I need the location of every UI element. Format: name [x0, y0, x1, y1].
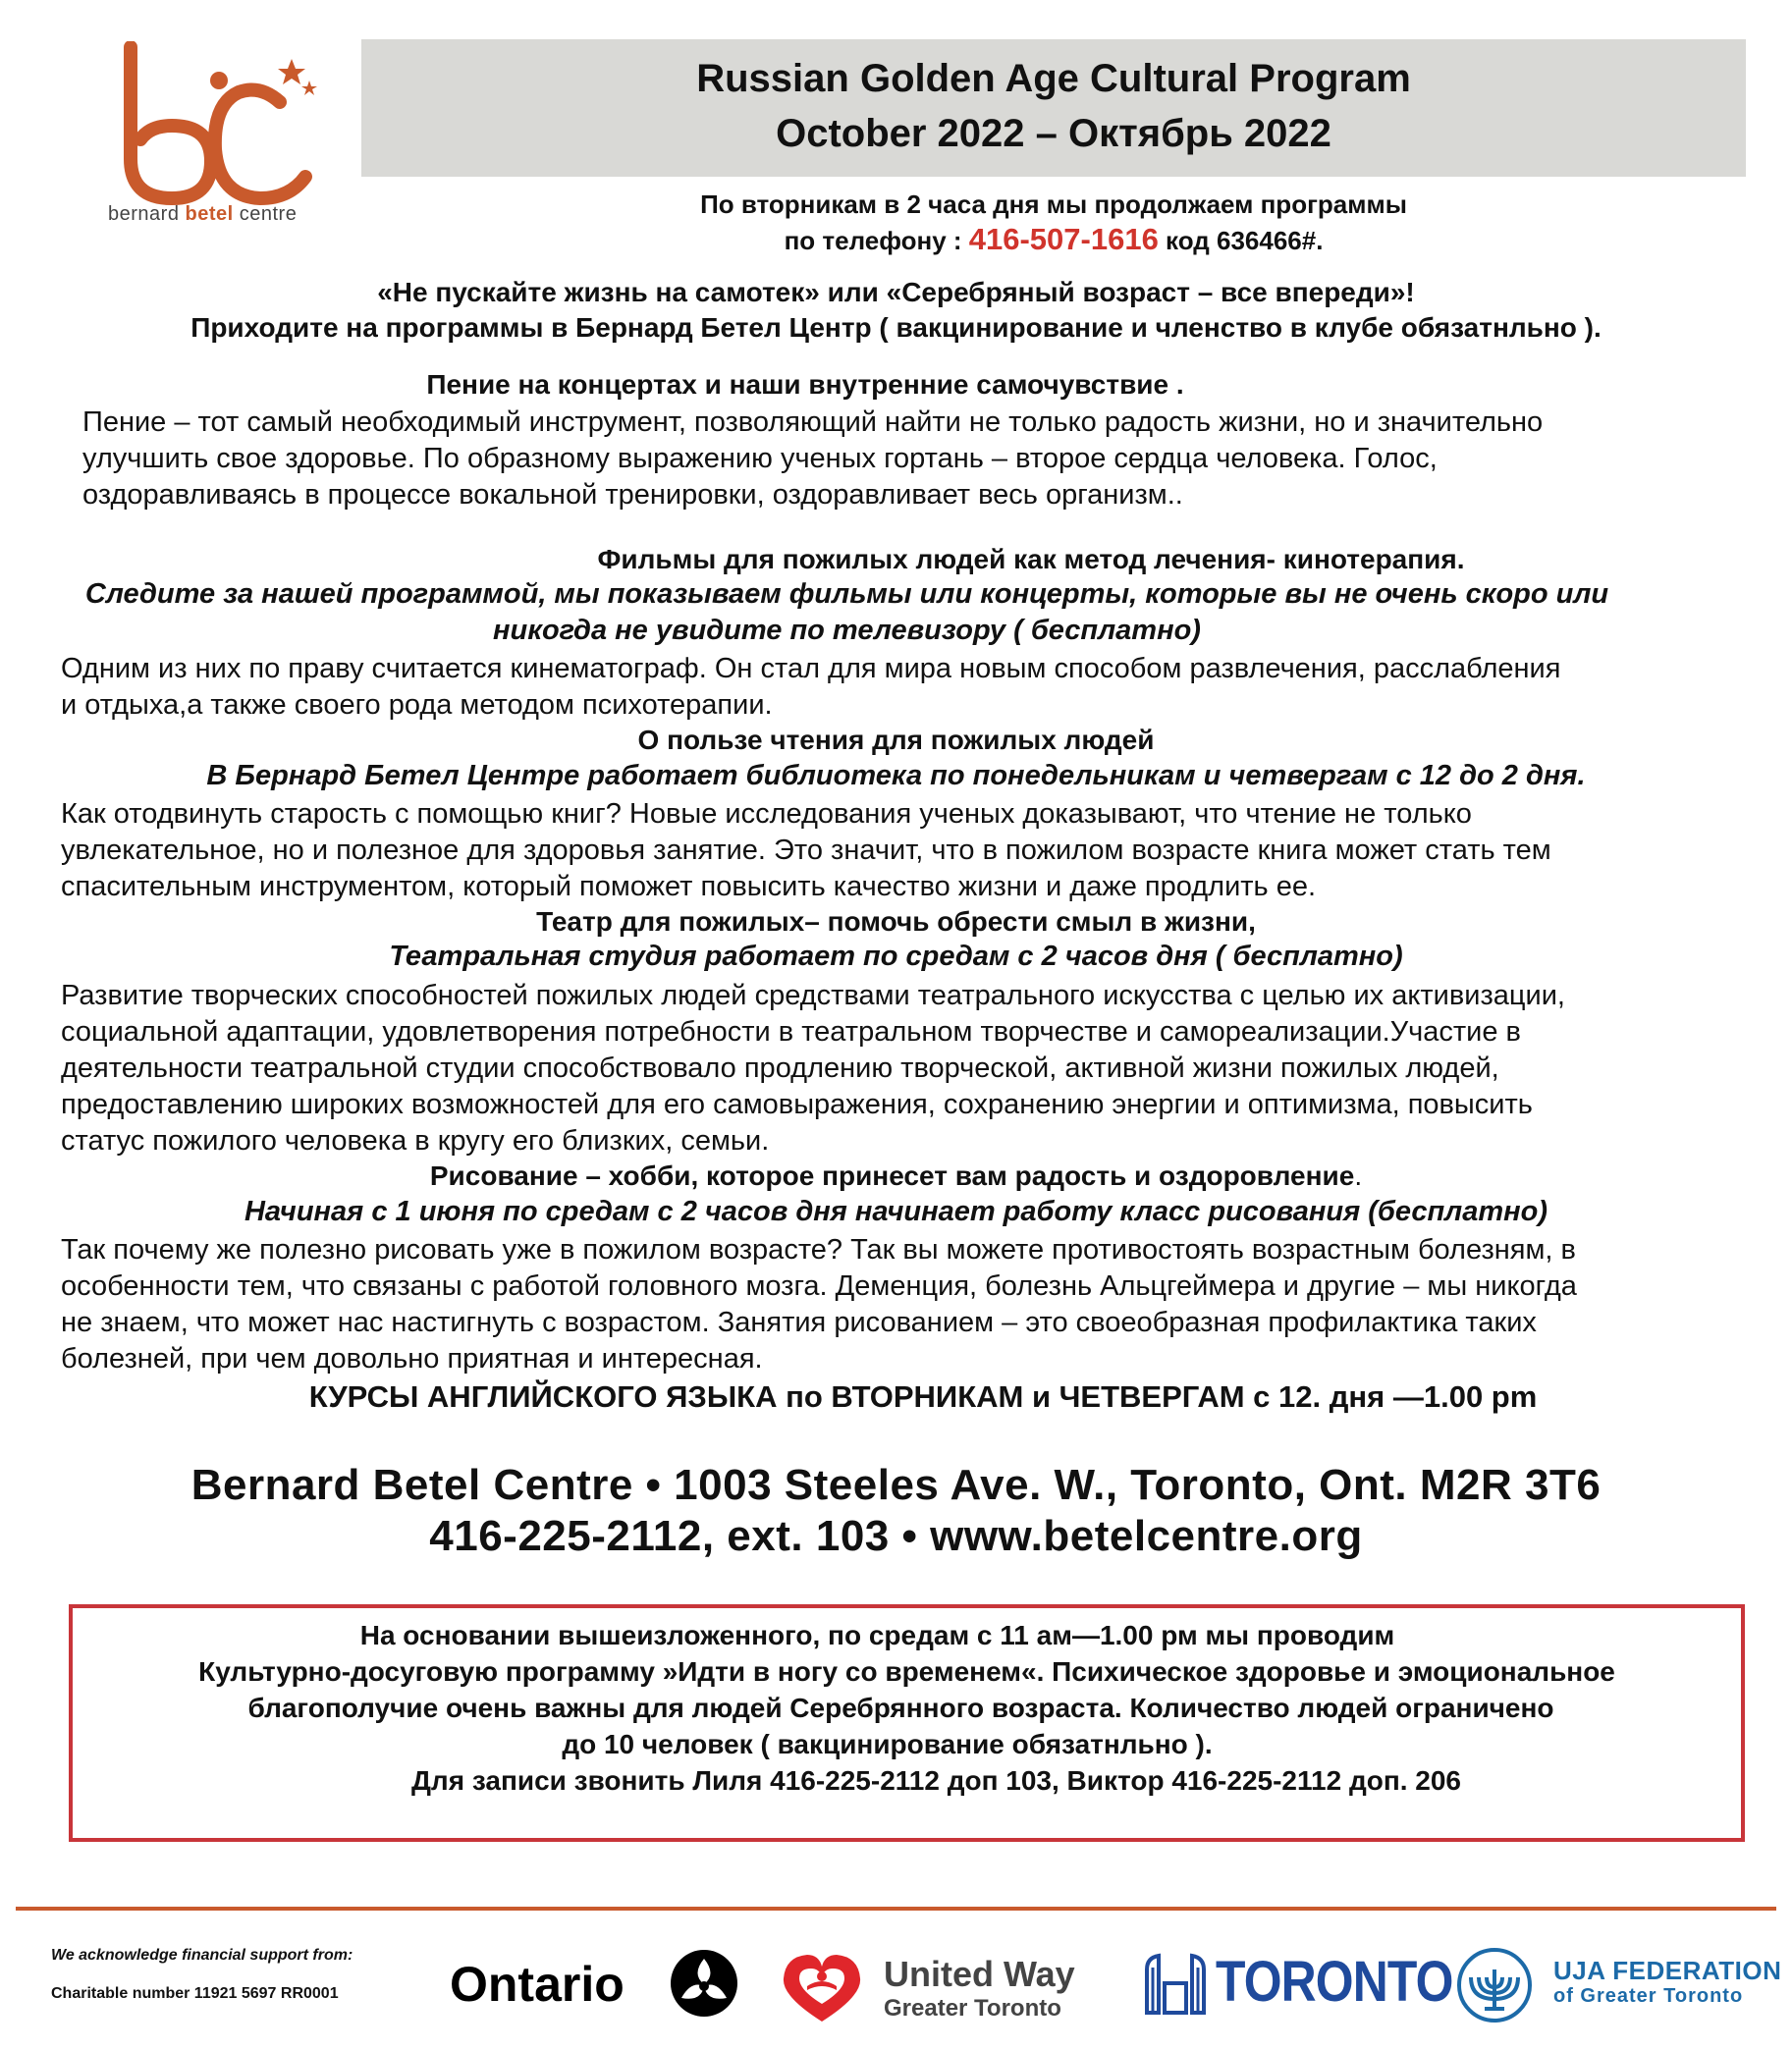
drawing-heading [0, 1160, 1792, 1192]
address-line-2: 416-225-2112, ext. 103 • www.betelcentre.org [429, 1512, 1363, 1560]
reading-italic-line: В Бернард Бетел Центре работает библиотека по понедельникам и четвергам с 12 до 2 дня. [206, 760, 1586, 791]
drawing-line: особенности тем, что связаны с работой головного мозга. Деменция, болезнь Альцгеймера и другие – мы никогда [61, 1270, 1577, 1302]
notice-line: благополучие очень важны для людей Серебрянного возраста. Количество людей ограничено [247, 1693, 1554, 1723]
drawing-italic-line: Начиная с 1 июня по средам с 2 часов дня начинает работу класс рисования (бесплатно) [244, 1196, 1548, 1227]
singing-body [82, 405, 1543, 513]
toronto-city-hall-icon [1141, 1948, 1210, 2017]
films-italic-line-2: никогда не увидите по телевизору ( бесплатно) [493, 615, 1201, 646]
theatre-heading: Театр для пожилых– помочь обрести смыл в жизни, [536, 906, 1256, 937]
singing-line: Пение – тот самый необходимый инструмент, позволяющий найти не только радость жизни, но и значительно [82, 406, 1544, 438]
notice-line: На основании вышеизложенного, по средам с 11 ам—1.00 рм мы проводим [359, 1620, 1395, 1650]
united-way-region: Greater Toronto [884, 1995, 1061, 2022]
drawing-heading-dot: . [1354, 1160, 1363, 1191]
phone-number: 416-507-1616 [968, 222, 1159, 256]
drawing-line: Так почему же полезно рисовать уже в пожилом возрасте? Так вы можете противостоять возрастным болезням, в [61, 1234, 1576, 1266]
theatre-italic-line: Театральная студия работает по средам с 2 часов дня ( бесплатно) [389, 941, 1403, 972]
drawing-line: болезней, при чем довольно приятная и интересная. [61, 1343, 763, 1375]
english-courses: КУРСЫ АНГЛИЙСКОГО ЯЗЫКА по ВТОРНИКАМ и ЧЕТВЕРГАМ с 12. дня —1.00 pm [308, 1379, 1538, 1414]
films-body [61, 651, 1560, 724]
logo-word-centre: centre [239, 203, 298, 225]
phone-intro-line-2 [361, 222, 1746, 257]
uja-region: of Greater Toronto [1553, 1985, 1744, 2007]
singing-heading: Пение на концертах и наши внутренние самочувствие . [426, 369, 1184, 400]
slogan-line-2: Приходите на программы в Бернард Бетел Центр ( вакцинирование и членство в клубе обязатнльно ). [190, 312, 1602, 343]
address-line-1: Bernard Betel Centre • 1003 Steeles Ave. W., Toronto, Ont. M2R 3T6 [190, 1461, 1602, 1509]
singing-line: оздоравливаясь в процессе вокальной тренировки, оздоравливает весь организм.. [82, 479, 1183, 511]
toronto-logo-text: TORONTO [1216, 1950, 1453, 2014]
reading-line: Как отодвинуть старость с помощью книг? Новые исследования ученых доказывают, что чтение не только [61, 798, 1472, 830]
reading-line: спасительным инструментом, который поможет повысить качество жизни и даже продлить ее. [61, 871, 1317, 902]
uja-menorah-icon [1457, 1948, 1532, 2023]
united-way-icon [778, 1947, 866, 2025]
theatre-line: Развитие творческих способностей пожилых людей средствами театрального искусства с целью их активизации, [61, 980, 1565, 1011]
acknowledgement-text: We acknowledge financial support from: [51, 1947, 353, 1964]
ontario-trillium-icon [670, 1949, 738, 2018]
reading-body [61, 796, 1551, 905]
notice-line: Для записи звонить Лиля 416-225-2112 доп 103, Виктор 416-225-2112 доп. 206 [410, 1765, 1462, 1796]
drawing-line: не знаем, что может нас настигнуть с возрастом. Занятия рисованием – это своеобразная профилактика таких [61, 1307, 1537, 1338]
theatre-line: предоставлению широких возможностей для его самовыражения, сохранению энергии и оптимизма, повысить [61, 1089, 1533, 1120]
bernard-betel-centre-logo [103, 41, 329, 228]
title-line-2: October 2022 – Октябрь 2022 [776, 112, 1331, 155]
logo-word-betel: betel [185, 203, 234, 225]
slogan-line-1: «Не пускайте жизнь на самотек» или «Серебряный возраст – все впереди»! [377, 277, 1415, 307]
footer-divider [16, 1907, 1776, 1911]
united-way-name: United Way [884, 1954, 1075, 1994]
theatre-body [61, 978, 1565, 1160]
ontario-logo-text: Ontario [450, 1957, 624, 2012]
logo-word-bernard: bernard [108, 203, 180, 225]
drawing-heading-text: Рисование – хобби, которое принесет вам радость и оздоровление [429, 1160, 1355, 1191]
notice-text [69, 1617, 1745, 1799]
films-line: Одним из них по праву считается кинематограф. Он стал для мира новым способом развлечения, расслабления [61, 653, 1561, 684]
films-heading: Фильмы для пожилых людей как метод лечения- кинотерапия. [597, 544, 1465, 574]
notice-line: до 10 человек ( вакцинирование обязатнльно ). [562, 1729, 1213, 1759]
notice-line: Культурно-досуговую программу »Идти в ногу со временем«. Психическое здоровье и эмоциональное [198, 1656, 1615, 1687]
phone-intro-line-1: По вторникам в 2 часа дня мы продолжаем программы [700, 189, 1407, 219]
drawing-body [61, 1232, 1577, 1377]
phone-code: код 636466#. [1158, 226, 1324, 255]
reading-heading: О пользе чтения для пожилых людей [637, 725, 1155, 755]
reading-line: увлекательное, но и полезное для здоровья занятие. Это значит, что в пожилом возрасте книга может стать тем [61, 835, 1551, 866]
title-line-1: Russian Golden Age Cultural Program [696, 57, 1411, 100]
films-italic-line-1: Следите за нашей программой, мы показываем фильмы или концерты, которые вы не очень скоро или [84, 578, 1609, 610]
charitable-number: Charitable number 11921 5697 RR0001 [51, 1985, 339, 2002]
theatre-line: деятельности театральной студии способствовало продлению творческой, активной жизни пожилых людей, [61, 1052, 1499, 1084]
page-title [361, 51, 1746, 161]
theatre-line: статус пожилого человека в кругу его близких, семьи. [61, 1125, 770, 1157]
uja-federation-name: UJA FEDERATION [1553, 1956, 1782, 1985]
theatre-line: социальной адаптации, удовлетворения потребности в театральном творчестве и самореализации.Участие в [61, 1016, 1521, 1048]
films-line: и отдыха,а также своего рода методом психотерапии. [61, 689, 773, 721]
phone-prefix: по телефону : [784, 226, 969, 255]
singing-line: улучшить свое здоровье. По образному выражению ученых гортань – второе сердца человека. Голос, [82, 443, 1438, 474]
logo-wordmark [108, 203, 297, 226]
